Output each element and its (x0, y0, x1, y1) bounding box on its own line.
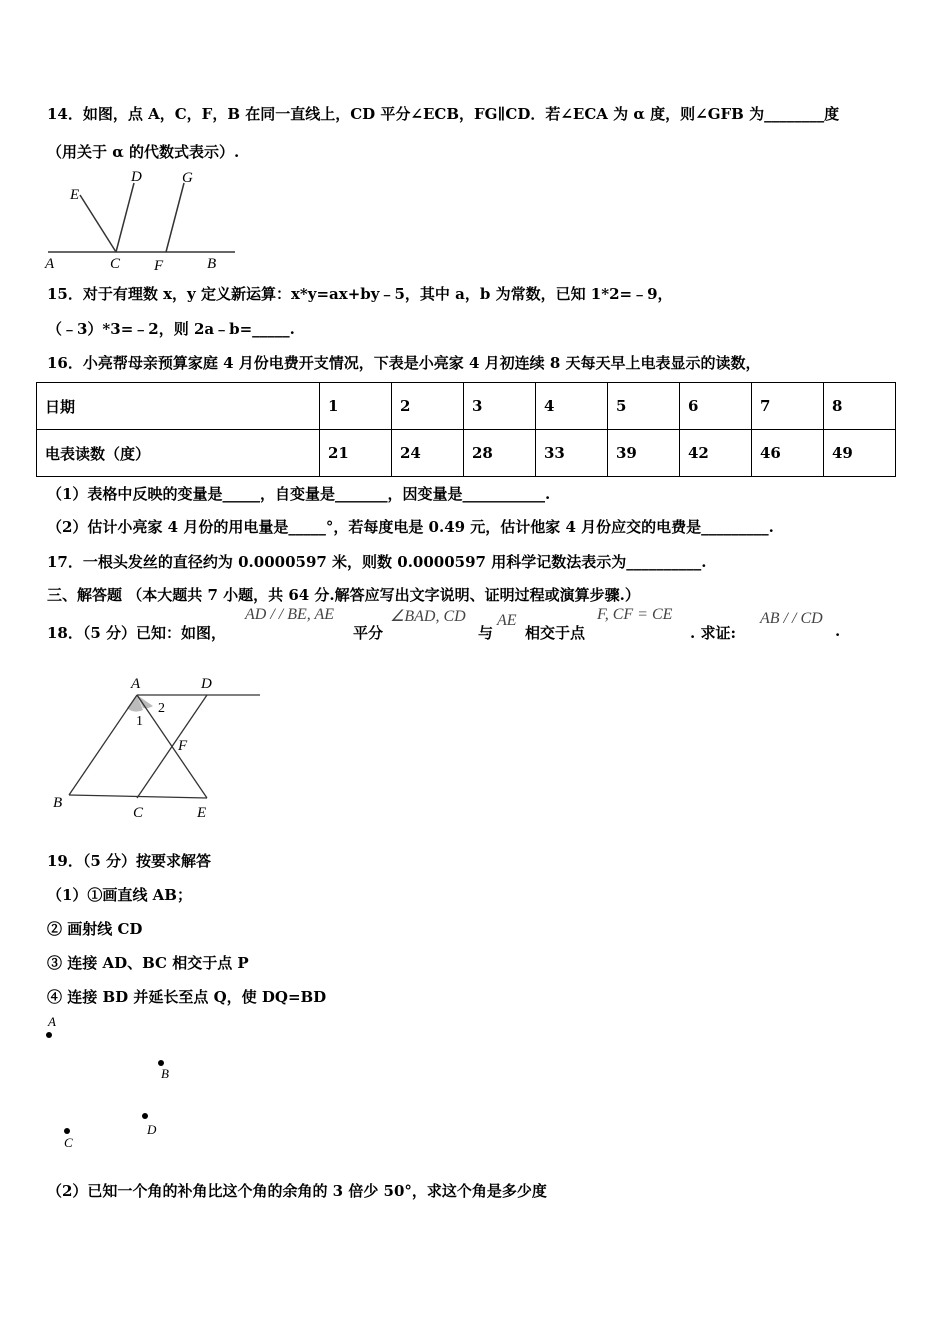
point-d (142, 1113, 148, 1119)
table-cell: 4 (536, 383, 608, 430)
q18-math-1: AD / / BE, AE (245, 606, 335, 623)
table-cell: 7 (752, 383, 824, 430)
q14-label-c: C (110, 256, 121, 272)
table-cell: 21 (320, 430, 392, 477)
table-cell: 28 (464, 430, 536, 477)
q14-label-g: G (182, 170, 193, 186)
table-cell: 1 (320, 383, 392, 430)
table-cell: 2 (392, 383, 464, 430)
electricity-table (36, 382, 896, 477)
q14-label-e: E (70, 187, 80, 203)
table-cell: 3 (464, 383, 536, 430)
table-cell: 24 (392, 430, 464, 477)
q14-label-d: D (131, 169, 142, 185)
q16-sub2: （2）估计小亮家 4 月份的用电量是_____°，若每度电是 0.49 元，估计他家 4 月份应交的电费是_________. (47, 518, 774, 536)
q18-figure (45, 668, 275, 828)
q15-line2: （﹣3）*3=﹣2，则 2a﹣b=_____. (47, 320, 295, 338)
q19-step2: ② 画射线 CD (47, 920, 143, 938)
q14-line1: 14．如图，点 A，C，F，B 在同一直线上，CD 平分∠ECB，FG∥CD．若∠ECA 为 α 度，则∠GFB 为________度 (47, 105, 840, 123)
table-row (37, 383, 896, 430)
q18-math-4: F, CF = CE (597, 606, 673, 623)
q18-label-b: B (53, 795, 63, 811)
q19-step3: ③ 连接 AD、BC 相交于点 P (47, 954, 249, 972)
q14-line2: （用关于 α 的代数式表示）. (47, 143, 240, 161)
q14-figure (40, 165, 240, 275)
table-cell: 49 (824, 430, 896, 477)
q18-math-3: AE (497, 612, 517, 629)
table-header-reading: 电表读数（度） (37, 430, 320, 477)
q18-text-3: 相交于点 (525, 624, 586, 642)
q16-sub1: （1）表格中反映的变量是_____，自变量是_______，因变量是___________. (47, 485, 551, 503)
point-a (46, 1032, 52, 1038)
point-a-label: A (48, 1014, 56, 1029)
q14-label-a: A (45, 256, 55, 272)
q18-prefix: 18．（5 分）已知：如图， (47, 624, 227, 642)
q18-label-d: D (201, 676, 212, 692)
q14-label-f: F (154, 258, 164, 274)
q18-math-2: ∠BAD, CD (390, 608, 466, 625)
q19-step1: （1）①画直线 AB； (47, 886, 192, 904)
q19-title: 19．（5 分）按要求解答 (47, 852, 212, 870)
point-c (64, 1128, 70, 1134)
q18-label-c: C (133, 805, 144, 821)
q19-part2: （2）已知一个角的补角比这个角的余角的 3 倍少 50°，求这个角是多少度 (47, 1182, 547, 1200)
q18-text-5: . (835, 622, 841, 640)
table-header-date: 日期 (37, 383, 320, 430)
table-cell: 6 (680, 383, 752, 430)
table-row (37, 430, 896, 477)
q18-math-5: AB / / CD (760, 610, 823, 627)
q15-line1: 15．对于有理数 x，y 定义新运算：x*y=ax+by﹣5，其中 a，b 为常数，已知 1*2=﹣9， (47, 285, 673, 303)
point-b-label: B (161, 1066, 169, 1081)
q18-text-2: 与 (478, 624, 494, 642)
point-c-label: C (64, 1135, 73, 1150)
table-cell: 46 (752, 430, 824, 477)
q18-label-angle2: 2 (158, 701, 165, 716)
q17-text: 17．一根头发丝的直径约为 0.0000597 米，则数 0.0000597 用科学记数法表示为__________. (47, 553, 707, 571)
q18-label-f: F (178, 738, 188, 754)
table-cell: 39 (608, 430, 680, 477)
table-cell: 8 (824, 383, 896, 430)
q19-points-figure (40, 1010, 200, 1155)
section3-heading: 三、解答题 （本大题共 7 小题，共 64 分.解答应写出文字说明、证明过程或演算步骤.） (47, 586, 640, 604)
q18-label-angle1: 1 (136, 714, 143, 729)
q18-text-1: 平分 (353, 624, 384, 642)
table-cell: 5 (608, 383, 680, 430)
point-d-label: D (147, 1122, 157, 1137)
table-cell: 42 (680, 430, 752, 477)
q18-label-e: E (197, 805, 207, 821)
q14-label-b: B (207, 256, 217, 272)
q16-intro: 16．小亮帮母亲预算家庭 4 月份电费开支情况，下表是小亮家 4 月初连续 8 天每天早上电表显示的读数， (47, 354, 761, 372)
q18-text-4: . 求证: (690, 624, 736, 642)
q18-label-a: A (131, 676, 141, 692)
table-cell: 33 (536, 430, 608, 477)
q19-step4: ④ 连接 BD 并延长至点 Q，使 DQ=BD (47, 988, 327, 1006)
